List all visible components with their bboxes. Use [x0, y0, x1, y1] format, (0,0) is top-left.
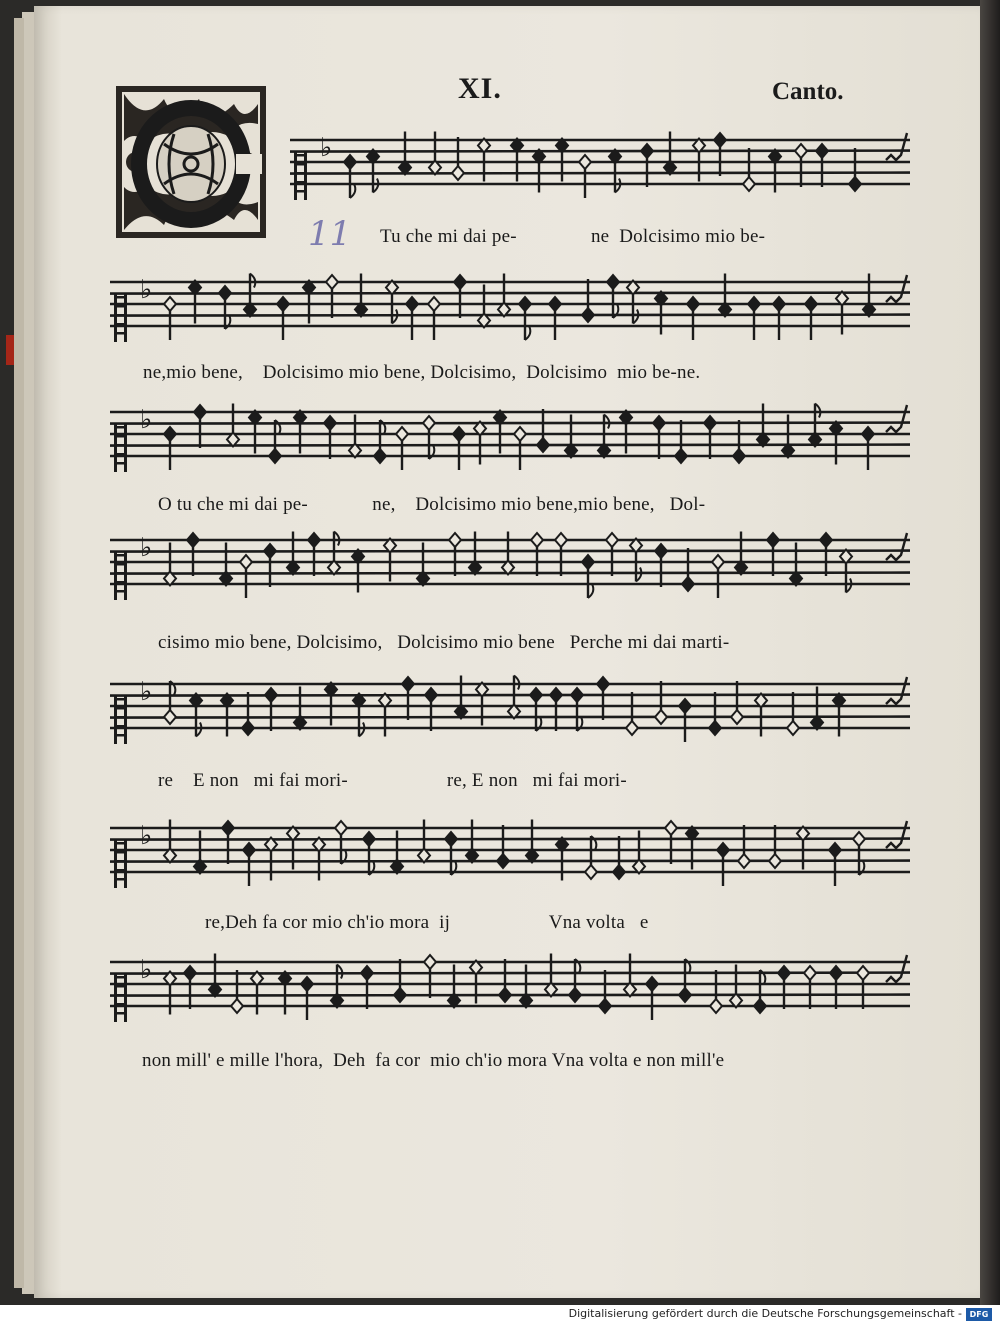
lyric-line-7: non mill' e mille l'hora, Deh fa cor mio ch'io mora Vna volta e non mill'e	[142, 1050, 725, 1071]
staff-system-3	[110, 390, 910, 490]
svg-text:♭: ♭	[140, 533, 153, 563]
lyric-line-5: re E non mi fai mori- re, E non mi fai mori-	[158, 770, 627, 791]
margin-tab	[6, 335, 14, 365]
piece-number: XI.	[458, 72, 502, 105]
svg-text:♭: ♭	[140, 405, 153, 435]
lyric-line-4: cisimo mio bene, Dolcisimo, Dolcisimo mio bene Perche mi dai marti-	[158, 632, 730, 653]
svg-text:♭: ♭	[140, 955, 153, 985]
staff-system-7	[110, 940, 910, 1040]
lyric-line-6: re,Deh fa cor mio ch'io mora ij Vna volta e	[205, 912, 649, 933]
svg-text:♭: ♭	[140, 677, 153, 707]
pencil-annotation: 11	[308, 214, 352, 254]
staff-system-2	[110, 260, 910, 360]
svg-text:♭: ♭	[140, 821, 153, 851]
binding-edge	[980, 0, 1000, 1305]
footer-credit: Digitalisierung gefördert durch die Deutsche Forschungsgemeinschaft -	[568, 1307, 962, 1320]
svg-text:♭: ♭	[320, 133, 333, 163]
dfg-logo: DFG	[966, 1308, 992, 1321]
svg-text:♭: ♭	[140, 275, 153, 305]
voice-part-label: Canto.	[772, 78, 844, 105]
staff-system-4	[110, 518, 910, 618]
staff-system-5	[110, 662, 910, 762]
lyric-line-3: O tu che mi dai pe- ne, Dolcisimo mio bene,mio bene, Dol-	[158, 494, 706, 515]
page-edge-leaf	[14, 18, 24, 1288]
decorated-initial	[114, 84, 268, 240]
footer-bar	[0, 1305, 1000, 1325]
lyric-line-1: Tu che mi dai pe- ne Dolcisimo mio be-	[380, 226, 766, 247]
staff-system-1	[290, 118, 910, 218]
staff-system-6	[110, 806, 910, 906]
lyric-line-2: ne,mio bene, Dolcisimo mio bene, Dolcisimo, Dolcisimo mio be-ne.	[143, 362, 701, 383]
